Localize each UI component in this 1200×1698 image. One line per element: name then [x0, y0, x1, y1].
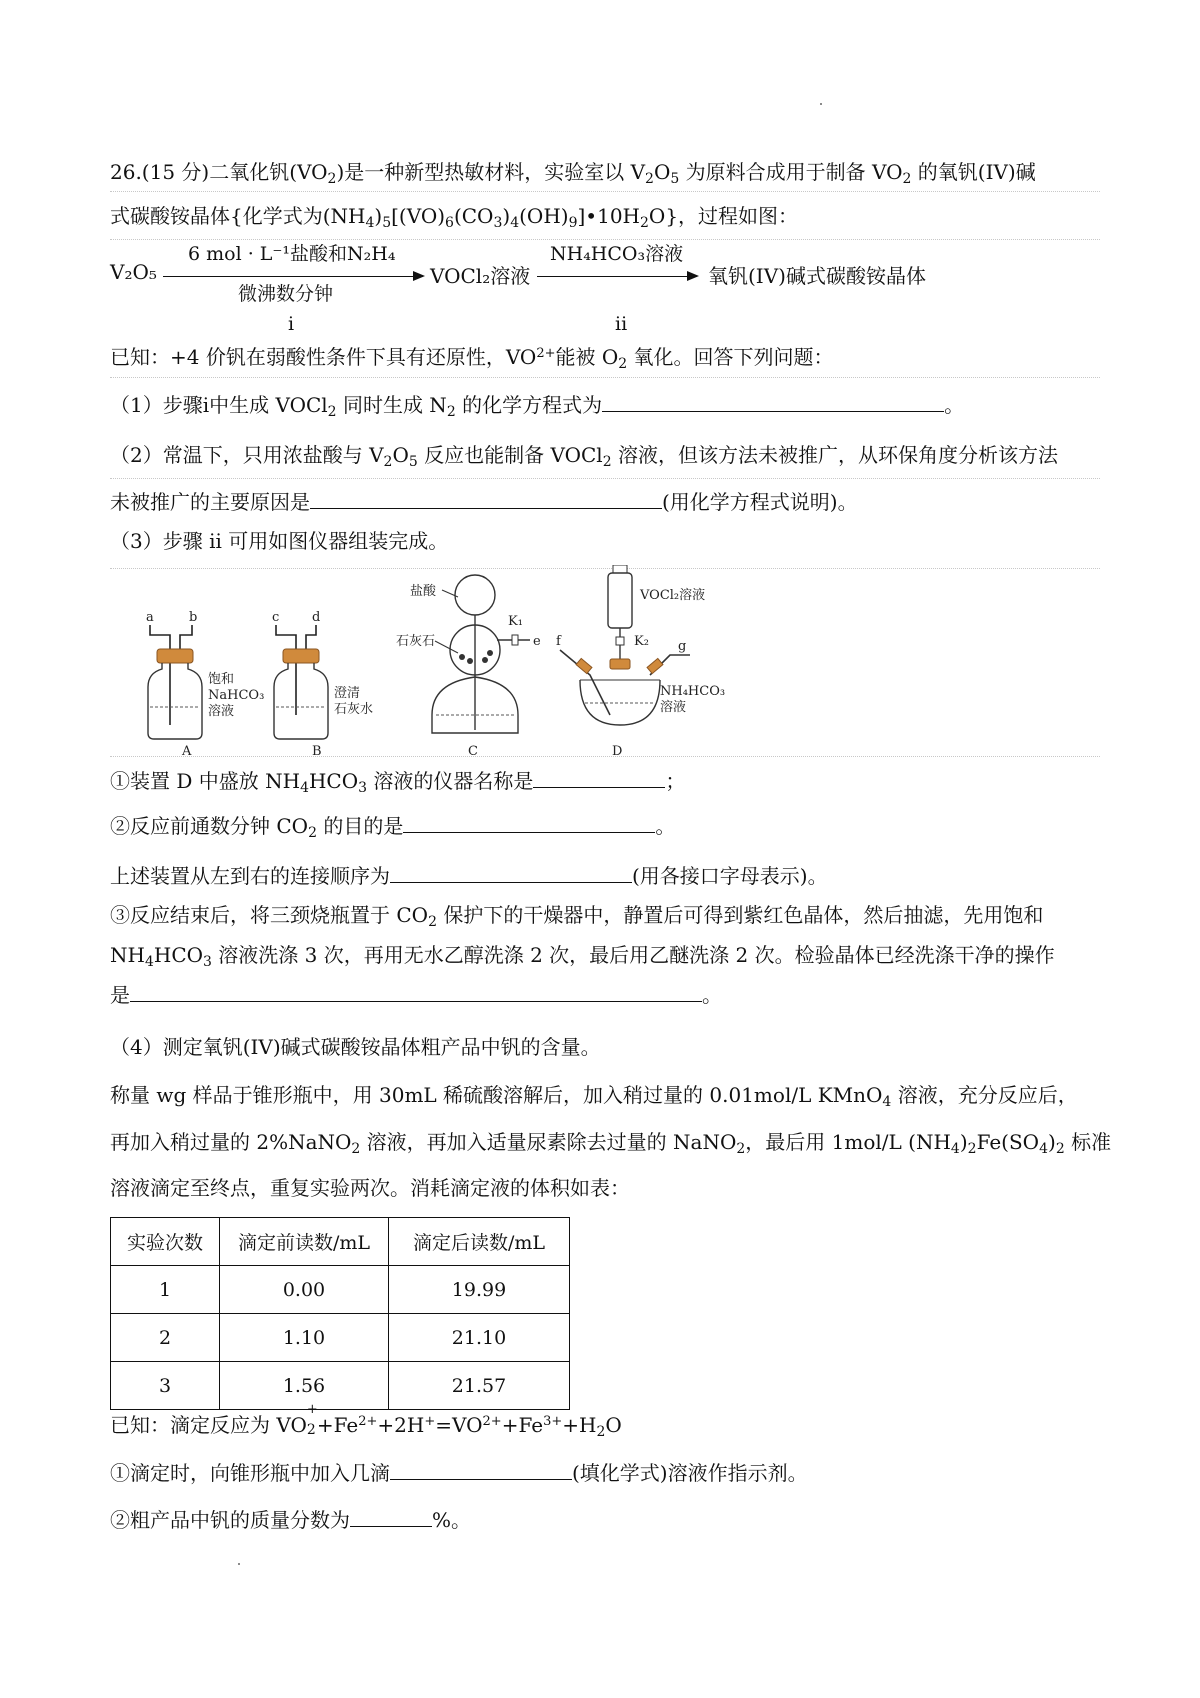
table-cell: 19.99	[389, 1266, 570, 1314]
answer-blank-5[interactable]	[390, 862, 632, 883]
scheme-arrow-1	[163, 276, 423, 277]
A-text-1: 饱和	[208, 672, 235, 687]
sub: 2	[596, 1424, 606, 1440]
part3-3-line-1	[110, 900, 1043, 930]
scheme-start: V₂O₅	[110, 260, 157, 284]
part3-line	[110, 526, 448, 556]
sub: 4	[510, 215, 520, 231]
intro-text: O	[653, 160, 671, 184]
stopper-B	[283, 649, 319, 663]
C-stone	[487, 650, 493, 656]
sub: 4	[365, 215, 375, 231]
part4-text: 溶液，充分反应后，	[891, 1083, 1078, 1107]
part3-2-text: 的目的是	[316, 814, 404, 838]
intro-text: [(VO)	[391, 204, 446, 228]
label-B: B	[312, 744, 322, 759]
stopper-A	[157, 649, 193, 663]
part4-text: ，最后用 1mol/L (NH	[745, 1130, 951, 1154]
answer-blank-8[interactable]	[350, 1506, 432, 1527]
intro-text: O}，过程如图：	[648, 204, 799, 228]
part4-line-3	[110, 1173, 630, 1203]
table-cell: 1.56	[220, 1362, 389, 1410]
part4-text: 溶液，再加入适量尿素除去过量的 NaNO	[360, 1130, 737, 1154]
known2-text: +H	[562, 1413, 597, 1437]
table-row	[111, 1266, 570, 1314]
D-k2: K₂	[634, 634, 649, 649]
table-header: 实验次数	[111, 1218, 220, 1266]
reaction-scheme	[110, 240, 1010, 340]
D-stopper-middle	[610, 659, 630, 669]
sub: 2	[351, 1141, 361, 1157]
intro-text: )	[374, 204, 383, 228]
part2-text: 未被推广的主要原因是	[110, 490, 310, 514]
dotted-rule	[110, 478, 1100, 479]
part3-2-text: 。	[655, 814, 676, 838]
scheme-step2-reagent: NH₄HCO₃溶液	[550, 243, 684, 265]
titration-table	[110, 1217, 570, 1410]
intro-line-2	[110, 201, 798, 231]
sub: 2	[602, 454, 612, 470]
bottle-B	[272, 610, 373, 759]
sub: 4	[144, 954, 154, 970]
part3-2-line	[110, 811, 675, 841]
part4-text: 再加入稍过量的 2%NaNO	[110, 1130, 352, 1154]
sub: 9	[568, 215, 578, 231]
table-cell: 1.10	[220, 1314, 389, 1362]
known-line	[110, 342, 834, 372]
D-f: f	[556, 634, 561, 649]
port-a: a	[146, 610, 154, 625]
table-cell: 3	[111, 1362, 220, 1410]
sub: 2	[645, 171, 654, 187]
C-stone	[467, 658, 473, 664]
known2-text: O	[605, 1413, 622, 1437]
answer-blank-4[interactable]	[403, 812, 655, 833]
part3-3-text: ③反应结束后，将三颈烧瓶置于 CO	[110, 903, 429, 927]
part3-3-line-2	[110, 940, 1055, 970]
table-cell: 0.00	[220, 1266, 389, 1314]
scheme-step1-condition: 微沸数分钟	[238, 283, 334, 305]
sub: 3	[493, 215, 503, 231]
table-header-row	[111, 1218, 570, 1266]
part4-text: 标准	[1064, 1130, 1112, 1154]
C-stone-label: 石灰石	[396, 634, 436, 649]
intro-text: (CO	[453, 204, 494, 228]
sub: 2	[640, 215, 649, 231]
part2-text: 溶液，但该方法未被推广，从环保角度分析该方法	[611, 443, 1058, 467]
apparatus-figure	[140, 565, 820, 760]
label-C: C	[468, 744, 478, 759]
sub: 2	[618, 356, 628, 372]
label-A: A	[182, 744, 192, 759]
sub: 2	[428, 914, 437, 930]
C-stone	[482, 657, 488, 663]
scheme-step1-reagent: 6 mol · L⁻¹盐酸和N₂H₄	[188, 243, 396, 265]
part4-text: 溶液滴定至终点，重复实验两次。消耗滴定液的体积如表：	[110, 1176, 630, 1200]
sub: 2	[383, 454, 393, 470]
sub: 3	[358, 780, 368, 796]
B-text-1: 澄清	[334, 686, 361, 701]
part3-3-text: HCO	[153, 943, 204, 967]
part4-2-text: ②粗产品中钒的质量分数为	[110, 1508, 350, 1532]
part4-2-line	[110, 1505, 471, 1535]
D-vocl: VOCl₂溶液	[640, 588, 706, 603]
table-header: 滴定前读数/mL	[220, 1218, 389, 1266]
known-text: 氧化。回答下列问题：	[627, 345, 834, 369]
known-text: 能被 O	[555, 345, 619, 369]
sub: 5	[670, 171, 680, 187]
sub: 4	[882, 1094, 892, 1110]
sub: 2	[736, 1141, 746, 1157]
part2-line-1	[110, 440, 1058, 470]
part4-text: )	[959, 1130, 968, 1154]
table-header: 滴定后读数/mL	[389, 1218, 570, 1266]
port-d: d	[312, 610, 321, 625]
part4-1-line	[110, 1458, 808, 1488]
part4-2-text: %。	[432, 1508, 472, 1532]
part3-text: （3）步骤 ii 可用如图仪器组装完成。	[110, 529, 449, 553]
vo2-plus-script: + 2	[306, 1402, 318, 1438]
part1-text: 同时生成 N	[336, 393, 447, 417]
part4-line-2	[110, 1127, 1111, 1157]
intro-text: (OH)	[519, 204, 569, 228]
intro-text: 的氧钒(IV)碱	[911, 160, 1036, 184]
D-stopper-right	[647, 658, 663, 673]
sub: 2	[1055, 1141, 1065, 1157]
sup: +	[424, 1414, 436, 1429]
part3-1-text: ；	[665, 769, 686, 793]
sup: 3+	[543, 1414, 563, 1429]
C-k1: K₁	[508, 614, 523, 629]
part2-text: 反应也能制备 VOCl	[417, 443, 603, 467]
part4-text: （4）测定氧钒(IV)碱式碳酸铵晶体粗产品中钒的含量。	[110, 1035, 601, 1059]
known2-text: +2H	[377, 1413, 425, 1437]
intro-text: 为原料合成用于制备 VO	[679, 160, 903, 184]
known2-text: =VO	[435, 1413, 483, 1437]
part3-1-text: ①装置 D 中盛放 NH	[110, 769, 301, 793]
part3-3-text: 是	[110, 983, 130, 1007]
D-valve-k2	[616, 637, 624, 645]
sub: 4	[950, 1141, 960, 1157]
C-e: e	[533, 634, 541, 649]
C-stone	[459, 654, 465, 660]
known-text: 已知：+4 价钒在弱酸性条件下具有还原性，VO	[110, 345, 537, 369]
part3-3-line-3	[110, 980, 722, 1010]
dotted-rule	[110, 756, 1100, 757]
scheme-label-i: i	[288, 313, 295, 335]
part1-text: （1）步骤i中生成 VOCl	[110, 393, 328, 417]
part4-text: 称量 wg 样品于锥形瓶中，用 30mL 稀硫酸溶解后，加入稍过量的 0.01mol/L KMnO	[110, 1083, 883, 1107]
sub: 6	[445, 215, 454, 231]
flask-D	[556, 565, 725, 759]
C-acid: 盐酸	[410, 584, 437, 599]
sub: 3	[203, 954, 212, 970]
D-text-1: NH₄HCO₃	[660, 684, 726, 699]
sub: 2	[327, 171, 337, 187]
known2-line	[110, 1402, 622, 1440]
part2-text: （2）常温下，只用浓盐酸与 V	[110, 443, 384, 467]
dotted-rule	[110, 377, 1100, 378]
intro-text: )	[502, 204, 511, 228]
table-cell: 2	[111, 1314, 220, 1362]
table-cell: 21.10	[389, 1314, 570, 1362]
intro-line-1	[110, 157, 1036, 187]
answer-blank-2[interactable]	[310, 488, 662, 509]
answer-blank-3[interactable]	[533, 767, 665, 788]
C-stone-pointer	[435, 641, 458, 653]
part3-1-text: 溶液的仪器名称是	[367, 769, 534, 793]
D-stopper-left	[576, 658, 592, 673]
answer-blank-6[interactable]	[130, 981, 702, 1002]
part3-order-text: (用各接口字母表示)。	[632, 864, 828, 888]
part1-text: 。	[944, 393, 965, 417]
part3-3-text: 保护下的干燥器中，静置后可得到紫红色晶体，然后抽滤，先用饱和	[436, 903, 1044, 927]
scheme-end: 氧钒(IV)碱式碳酸铵晶体	[708, 264, 926, 288]
sub: 4	[1039, 1141, 1049, 1157]
answer-blank-1[interactable]	[602, 391, 944, 412]
part1-text: 的化学方程式为	[455, 393, 603, 417]
A-text-3: 溶液	[208, 704, 235, 719]
table-row	[111, 1314, 570, 1362]
C-top-bulb	[455, 575, 495, 615]
sub: 2	[327, 404, 337, 420]
known2-text: +Fe	[501, 1413, 544, 1437]
bottle-B-body	[274, 663, 328, 739]
part3-1-text: HCO	[308, 769, 359, 793]
part3-order-line	[110, 861, 828, 891]
part2-text: O	[392, 443, 409, 467]
intro-text: ]•10H	[577, 204, 640, 228]
bottle-A	[146, 610, 264, 759]
port-b: b	[189, 610, 198, 625]
part4-1-text: ①滴定时，向锥形瓶中加入几滴	[110, 1461, 390, 1485]
D-g: g	[678, 639, 687, 654]
part4-text: )	[1048, 1130, 1056, 1154]
part3-1-line	[110, 766, 685, 796]
part4-line	[110, 1032, 601, 1062]
scheme-middle: VOCl₂溶液	[430, 264, 531, 288]
A-text-2: NaHCO₃	[208, 688, 265, 703]
sub: 2	[967, 1141, 977, 1157]
part3-order-text: 上述装置从左到右的连接顺序为	[110, 864, 390, 888]
dotted-rule	[110, 191, 1100, 192]
answer-blank-7[interactable]	[390, 1459, 572, 1480]
sub: 2	[308, 825, 317, 841]
part3-2-text: ②反应前通数分钟 CO	[110, 814, 309, 838]
sub: 5	[408, 454, 418, 470]
C-valve-k1	[512, 635, 518, 645]
intro-text: 式碳酸铵晶体{化学式为(NH	[110, 204, 366, 228]
intro-text: 26.(15 分)二氧化钒(VO	[110, 160, 328, 184]
bottle-A-body	[148, 663, 202, 739]
part3-3-text: NH	[110, 943, 145, 967]
scheme-label-ii: ii	[615, 313, 628, 335]
part4-line-1	[110, 1080, 1078, 1110]
part1-line	[110, 390, 964, 420]
D-dropping-funnel	[608, 573, 632, 628]
page-speck-top	[820, 103, 822, 105]
kipp-C	[396, 575, 541, 759]
part4-1-text: (填化学式)溶液作指示剂。	[572, 1461, 808, 1485]
part2-line-2	[110, 487, 858, 517]
sup: 2+	[536, 346, 556, 361]
table-row	[111, 1362, 570, 1410]
part3-3-text: 。	[702, 983, 722, 1007]
scheme-arrow-2	[537, 276, 697, 277]
sub: 5	[382, 215, 392, 231]
sub: 2	[446, 404, 456, 420]
B-text-2: 石灰水	[334, 702, 374, 717]
sub: 2	[902, 171, 912, 187]
D-text-2: 溶液	[660, 700, 687, 715]
label-D: D	[612, 744, 623, 759]
sub: 4	[300, 780, 309, 796]
table-cell: 21.57	[389, 1362, 570, 1410]
port-c: c	[272, 610, 280, 625]
part2-text: (用化学方程式说明)。	[662, 490, 858, 514]
D-funnel-cap	[613, 565, 627, 573]
sup: 2+	[482, 1414, 502, 1429]
known2-text: 已知：滴定反应为 VO	[110, 1413, 307, 1437]
part3-3-text: 溶液洗涤 3 次，再用无水乙醇洗涤 2 次，最后用乙醚洗涤 2 次。检验晶体已经洗涤干净的操作	[211, 943, 1055, 967]
page-speck-bottom	[238, 1563, 240, 1565]
intro-text: )是一种新型热敏材料，实验室以 V	[336, 160, 646, 184]
known2-text: +Fe	[316, 1413, 359, 1437]
sup: 2+	[358, 1414, 378, 1429]
table-cell: 1	[111, 1266, 220, 1314]
part4-text: Fe(SO	[976, 1130, 1040, 1154]
